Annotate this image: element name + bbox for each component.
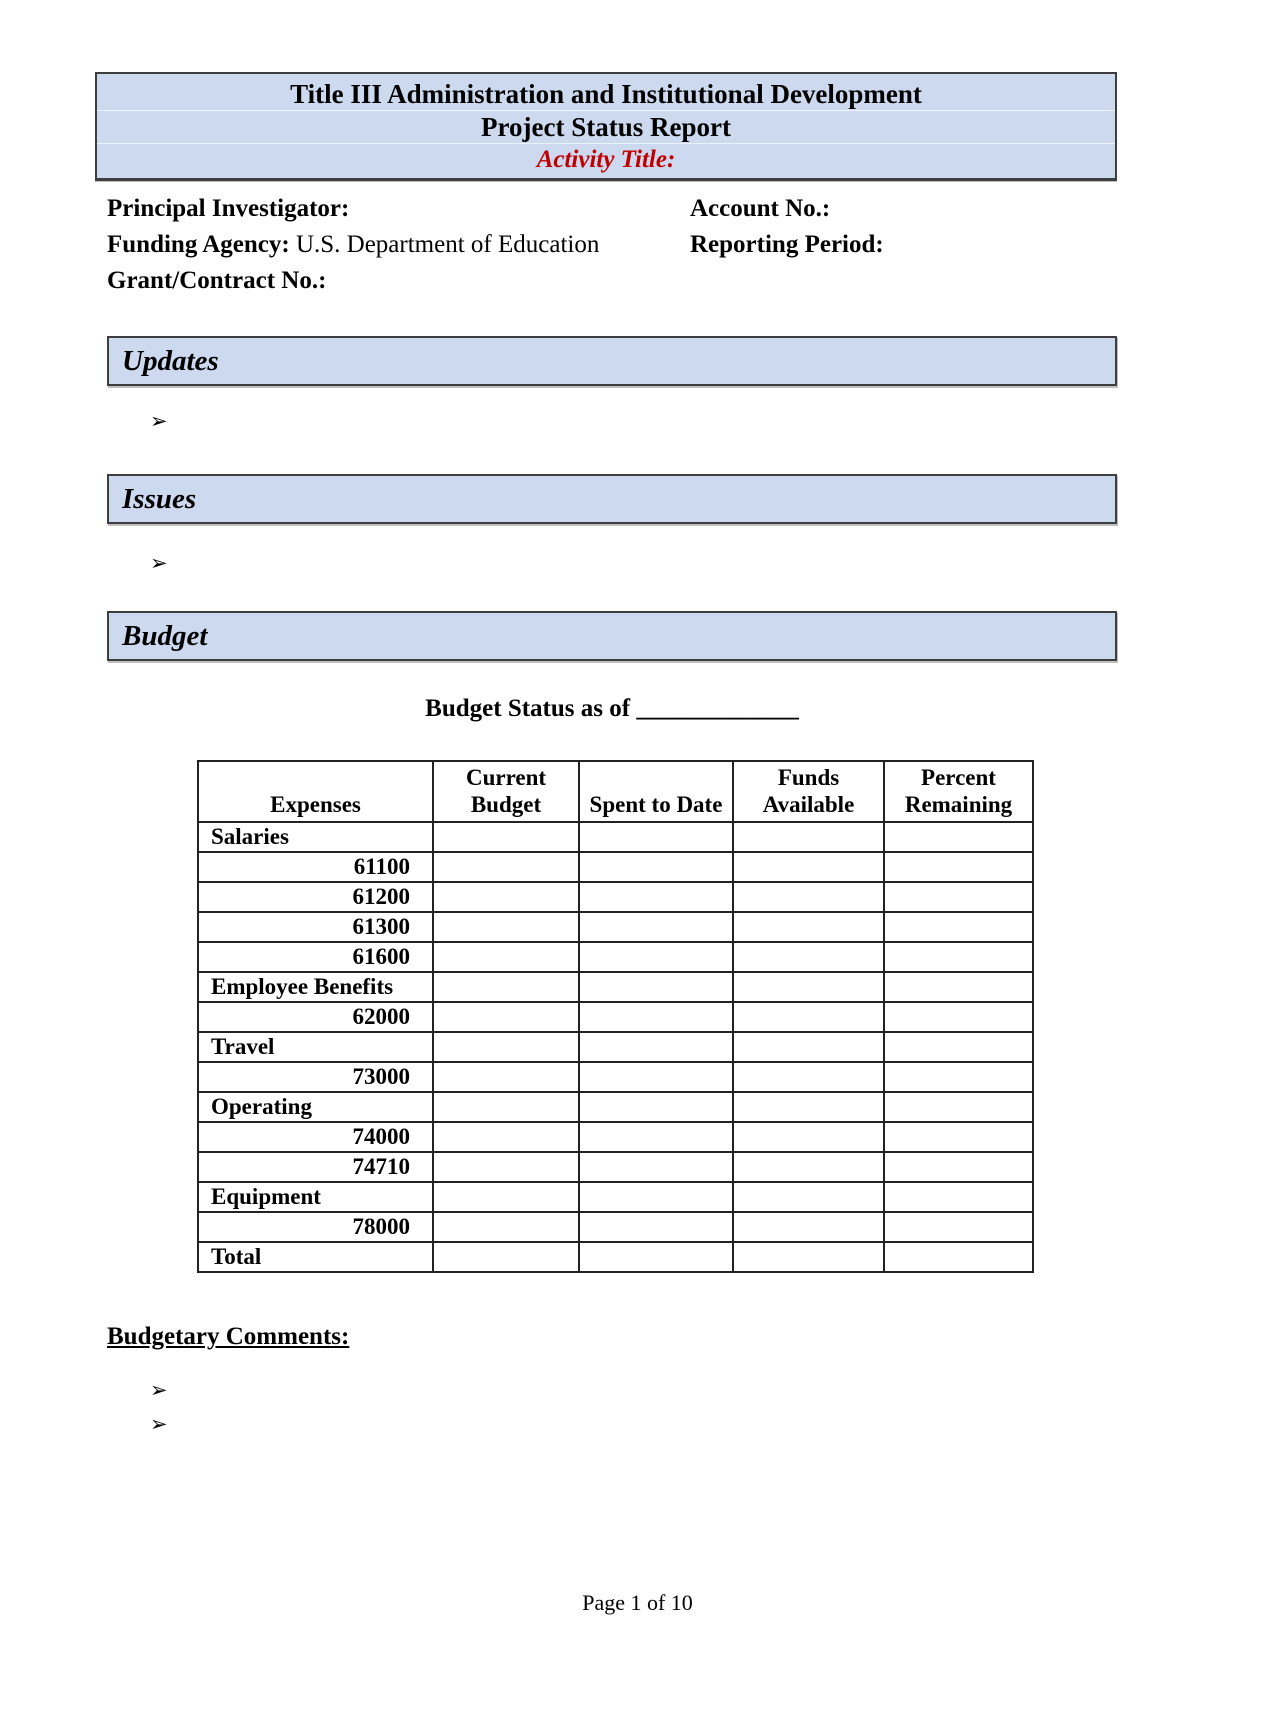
section-header-budget bbox=[107, 611, 1117, 661]
table-row bbox=[198, 1062, 1033, 1092]
empty-value-cell bbox=[579, 1002, 733, 1032]
empty-value-cell bbox=[433, 1122, 579, 1152]
section-header-updates bbox=[107, 336, 1117, 386]
report-title-line2: Project Status Report bbox=[97, 111, 1115, 144]
page-number-footer: Page 1 of 10 bbox=[582, 1590, 693, 1615]
empty-value-cell bbox=[733, 1032, 884, 1062]
column-header-funds-available: Funds Available bbox=[733, 761, 884, 822]
empty-value-cell bbox=[733, 972, 884, 1002]
expense-category-cell: Employee Benefits bbox=[198, 972, 433, 1002]
column-header-current-budget: Current Budget bbox=[433, 761, 579, 822]
empty-value-cell bbox=[884, 1032, 1033, 1062]
expense-category-cell: Salaries bbox=[198, 822, 433, 852]
expense-code-cell: 62000 bbox=[198, 1002, 433, 1032]
expense-category-cell: Total bbox=[198, 1242, 433, 1272]
info-row-3 bbox=[107, 263, 1117, 299]
expense-code-cell: 74000 bbox=[198, 1122, 433, 1152]
empty-value-cell bbox=[884, 972, 1033, 1002]
empty-value-cell bbox=[884, 852, 1033, 882]
budget-section-title: Budget bbox=[122, 619, 208, 652]
table-row bbox=[198, 852, 1033, 882]
budgetary-comments-bullets bbox=[0, 1373, 1275, 1441]
column-header-spent-to-date: Spent to Date bbox=[579, 761, 733, 822]
principal-investigator-label: Principal Investigator: bbox=[107, 195, 350, 222]
empty-value-cell bbox=[433, 912, 579, 942]
empty-value-cell bbox=[884, 912, 1033, 942]
bullet-arrow-icon: ➢ bbox=[150, 409, 168, 433]
empty-value-cell bbox=[433, 1242, 579, 1272]
column-header-percent-remaining: Percent Remaining bbox=[884, 761, 1033, 822]
issues-bullet-line bbox=[150, 548, 1275, 578]
empty-value-cell bbox=[433, 882, 579, 912]
empty-value-cell bbox=[433, 1002, 579, 1032]
empty-value-cell bbox=[733, 882, 884, 912]
empty-value-cell bbox=[884, 1212, 1033, 1242]
bullet-arrow-icon: ➢ bbox=[150, 1378, 168, 1402]
expense-code-cell: 61300 bbox=[198, 912, 433, 942]
comment-bullet-line bbox=[150, 1407, 1275, 1441]
account-no-label: Account No.: bbox=[690, 195, 831, 222]
empty-value-cell bbox=[733, 1212, 884, 1242]
table-row bbox=[198, 882, 1033, 912]
empty-value-cell bbox=[579, 1032, 733, 1062]
empty-value-cell bbox=[433, 1092, 579, 1122]
expense-category-cell: Equipment bbox=[198, 1182, 433, 1212]
comment-bullet-line bbox=[150, 1373, 1275, 1407]
empty-value-cell bbox=[579, 1212, 733, 1242]
table-row bbox=[198, 942, 1033, 972]
expense-code-cell: 73000 bbox=[198, 1062, 433, 1092]
table-row bbox=[198, 1122, 1033, 1152]
empty-value-cell bbox=[579, 822, 733, 852]
empty-value-cell bbox=[579, 852, 733, 882]
empty-value-cell bbox=[579, 1092, 733, 1122]
empty-value-cell bbox=[733, 1092, 884, 1122]
table-row bbox=[198, 1092, 1033, 1122]
empty-value-cell bbox=[884, 1092, 1033, 1122]
empty-value-cell bbox=[884, 882, 1033, 912]
table-row bbox=[198, 822, 1033, 852]
empty-value-cell bbox=[884, 1002, 1033, 1032]
expense-code-cell: 61200 bbox=[198, 882, 433, 912]
empty-value-cell bbox=[733, 822, 884, 852]
expense-code-cell: 74710 bbox=[198, 1152, 433, 1182]
table-row bbox=[198, 1152, 1033, 1182]
column-header-expenses: Expenses bbox=[198, 761, 433, 822]
empty-value-cell bbox=[884, 1152, 1033, 1182]
empty-value-cell bbox=[433, 822, 579, 852]
empty-value-cell bbox=[733, 1002, 884, 1032]
funding-agency-value: U.S. Department of Education bbox=[289, 231, 600, 258]
empty-value-cell bbox=[884, 1242, 1033, 1272]
budget-status-line bbox=[107, 693, 1117, 725]
info-row-2 bbox=[107, 227, 1117, 263]
info-row-1 bbox=[107, 191, 1117, 227]
expense-code-cell: 61600 bbox=[198, 942, 433, 972]
budget-status-prefix: Budget Status as of bbox=[425, 695, 637, 722]
expense-category-cell: Operating bbox=[198, 1092, 433, 1122]
grant-contract-no-label: Grant/Contract No.: bbox=[107, 267, 327, 294]
empty-value-cell bbox=[884, 942, 1033, 972]
bullet-arrow-icon: ➢ bbox=[150, 551, 168, 575]
empty-value-cell bbox=[433, 852, 579, 882]
table-row bbox=[198, 1242, 1033, 1272]
empty-value-cell bbox=[433, 1152, 579, 1182]
expense-category-cell: Travel bbox=[198, 1032, 433, 1062]
empty-value-cell bbox=[733, 912, 884, 942]
budget-table bbox=[197, 760, 1034, 1273]
empty-value-cell bbox=[579, 1122, 733, 1152]
table-row bbox=[198, 1182, 1033, 1212]
budgetary-comments-label: Budgetary Comments: bbox=[107, 1323, 350, 1350]
empty-value-cell bbox=[433, 972, 579, 1002]
empty-value-cell bbox=[433, 1032, 579, 1062]
updates-bullet-line bbox=[150, 406, 1275, 436]
budget-table-header-row bbox=[198, 761, 1033, 822]
report-info-fields bbox=[107, 191, 1117, 299]
empty-value-cell bbox=[884, 822, 1033, 852]
reporting-period-label: Reporting Period: bbox=[690, 231, 884, 258]
empty-value-cell bbox=[733, 1062, 884, 1092]
activity-title-label: Activity Title: bbox=[536, 146, 676, 173]
empty-value-cell bbox=[579, 1242, 733, 1272]
empty-value-cell bbox=[733, 1182, 884, 1212]
table-row bbox=[198, 912, 1033, 942]
issues-section-title: Issues bbox=[122, 482, 197, 515]
empty-value-cell bbox=[433, 1062, 579, 1092]
funding-agency-label: Funding Agency: bbox=[107, 231, 290, 258]
empty-value-cell bbox=[579, 972, 733, 1002]
empty-value-cell bbox=[433, 1212, 579, 1242]
table-row bbox=[198, 972, 1033, 1002]
section-header-issues bbox=[107, 474, 1117, 524]
report-title-line1: Title III Administration and Institutional Development bbox=[97, 78, 1115, 111]
empty-value-cell bbox=[733, 1152, 884, 1182]
expense-code-cell: 61100 bbox=[198, 852, 433, 882]
budget-status-date-blank: _____________ bbox=[636, 695, 799, 722]
expense-code-cell: 78000 bbox=[198, 1212, 433, 1242]
budget-table-body bbox=[198, 822, 1033, 1272]
bullet-arrow-icon: ➢ bbox=[150, 1412, 168, 1436]
empty-value-cell bbox=[733, 1122, 884, 1152]
empty-value-cell bbox=[579, 912, 733, 942]
table-row bbox=[198, 1212, 1033, 1242]
empty-value-cell bbox=[579, 1182, 733, 1212]
empty-value-cell bbox=[733, 942, 884, 972]
empty-value-cell bbox=[733, 852, 884, 882]
empty-value-cell bbox=[579, 1152, 733, 1182]
empty-value-cell bbox=[579, 942, 733, 972]
empty-value-cell bbox=[884, 1062, 1033, 1092]
empty-value-cell bbox=[433, 942, 579, 972]
empty-value-cell bbox=[579, 1062, 733, 1092]
empty-value-cell bbox=[579, 882, 733, 912]
table-row bbox=[198, 1032, 1033, 1062]
empty-value-cell bbox=[884, 1182, 1033, 1212]
table-row bbox=[198, 1002, 1033, 1032]
updates-section-title: Updates bbox=[122, 344, 219, 377]
empty-value-cell bbox=[884, 1122, 1033, 1152]
empty-value-cell bbox=[733, 1242, 884, 1272]
report-title-block bbox=[95, 72, 1117, 181]
empty-value-cell bbox=[433, 1182, 579, 1212]
